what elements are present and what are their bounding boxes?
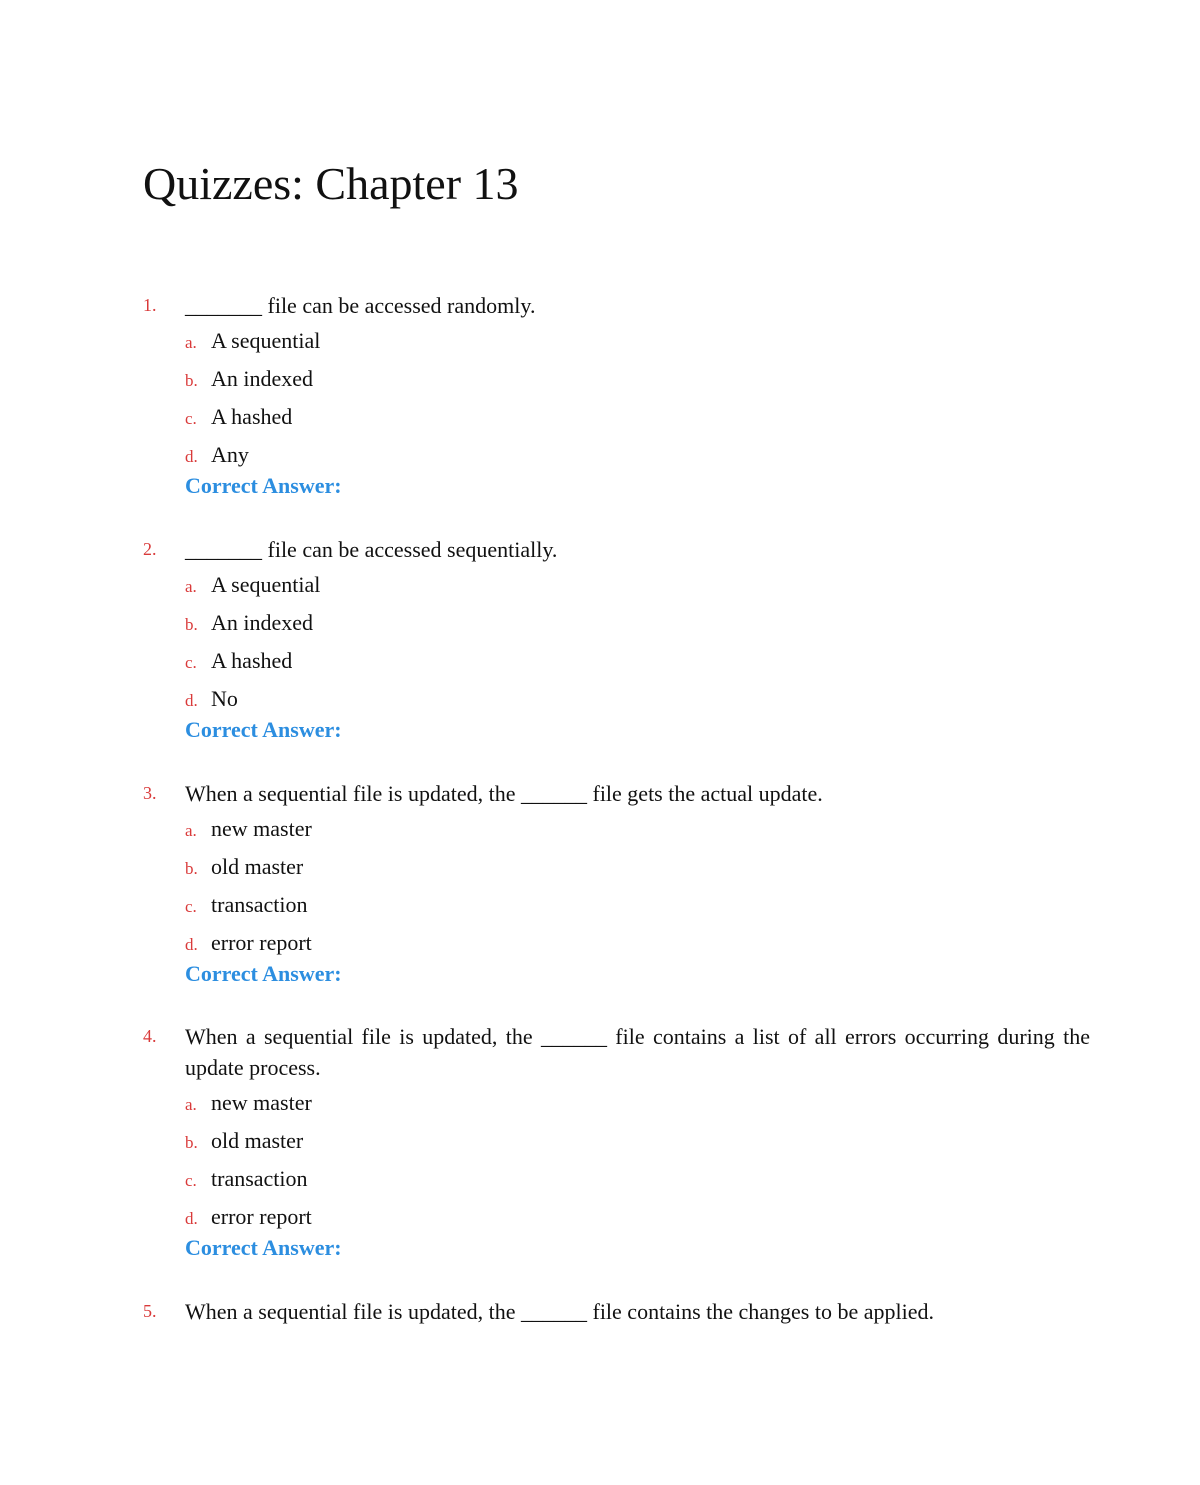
- option-letter: d.: [185, 1209, 198, 1228]
- option-text: transaction: [211, 1166, 308, 1191]
- option-letter: c.: [185, 1171, 197, 1190]
- option-letter: d.: [185, 935, 198, 954]
- question-prompt: [143, 290, 1090, 321]
- option-text: old master: [211, 1128, 304, 1153]
- question-text: _______ file can be accessed randomly.: [185, 293, 536, 318]
- page-title: Quizzes: Chapter 13: [143, 158, 519, 209]
- option-text: new master: [211, 816, 312, 841]
- question-text: _______ file can be accessed sequentially.: [185, 537, 558, 562]
- option-letter: b.: [185, 859, 198, 878]
- question-5: [143, 1296, 1090, 1327]
- correct-answer-label: Correct Answer:: [185, 961, 342, 986]
- question-4: [143, 1021, 1090, 1263]
- option-list: [185, 811, 1090, 963]
- option-text: error report: [211, 1204, 312, 1229]
- option-text: A sequential: [211, 328, 321, 353]
- option-text: old master: [211, 854, 304, 879]
- question-3: [143, 778, 1090, 989]
- option-text: Any: [211, 442, 249, 467]
- option-letter: a.: [185, 577, 197, 596]
- option-item: [185, 1123, 1090, 1161]
- option-item: [185, 643, 1090, 681]
- question-text: When a sequential file is updated, the ______ file contains the changes to be applied.: [185, 1299, 934, 1324]
- option-item: [185, 1085, 1090, 1123]
- option-list: [185, 567, 1090, 719]
- option-list: [185, 1085, 1090, 1237]
- option-item: [185, 1161, 1090, 1199]
- question-text: When a sequential file is updated, the ______ file gets the actual update.: [185, 781, 823, 806]
- option-letter: d.: [185, 447, 198, 466]
- option-text: new master: [211, 1090, 312, 1115]
- question-prompt: [143, 1021, 1090, 1083]
- option-list: [185, 323, 1090, 475]
- option-item: [185, 849, 1090, 887]
- option-letter: a.: [185, 333, 197, 352]
- option-text: A sequential: [211, 572, 321, 597]
- option-text: An indexed: [211, 610, 314, 635]
- question-number: 5.: [143, 1301, 157, 1321]
- option-item: [185, 399, 1090, 437]
- question-number: 1.: [143, 295, 157, 315]
- option-item: [185, 887, 1090, 925]
- question-prompt: [143, 1296, 1090, 1327]
- option-item: [185, 361, 1090, 399]
- option-text: error report: [211, 930, 312, 955]
- option-item: [185, 925, 1090, 963]
- correct-answer-label: Correct Answer:: [185, 473, 342, 498]
- question-text: When a sequential file is updated, the ______ file contains a list of all errors occurring during the update process.: [185, 1024, 1090, 1080]
- option-text: An indexed: [211, 366, 314, 391]
- option-letter: d.: [185, 691, 198, 710]
- option-item: [185, 681, 1090, 719]
- question-prompt: [143, 534, 1090, 565]
- option-item: [185, 1199, 1090, 1237]
- question-prompt: [143, 778, 1090, 809]
- correct-answer-label: Correct Answer:: [185, 717, 342, 742]
- option-text: transaction: [211, 892, 308, 917]
- option-letter: c.: [185, 897, 197, 916]
- option-letter: c.: [185, 653, 197, 672]
- question-1: [143, 290, 1090, 501]
- option-letter: b.: [185, 615, 198, 634]
- question-2: [143, 534, 1090, 745]
- question-number: 2.: [143, 539, 157, 559]
- question-number: 3.: [143, 783, 157, 803]
- option-item: [185, 567, 1090, 605]
- option-text: A hashed: [211, 404, 293, 429]
- option-item: [185, 323, 1090, 361]
- option-letter: b.: [185, 1133, 198, 1152]
- option-letter: b.: [185, 371, 198, 390]
- option-letter: c.: [185, 409, 197, 428]
- option-letter: a.: [185, 1095, 197, 1114]
- option-letter: a.: [185, 821, 197, 840]
- correct-answer-label: Correct Answer:: [185, 1235, 342, 1260]
- option-item: [185, 605, 1090, 643]
- option-item: [185, 437, 1090, 475]
- option-text: A hashed: [211, 648, 293, 673]
- option-text: No: [211, 686, 238, 711]
- option-item: [185, 811, 1090, 849]
- question-number: 4.: [143, 1026, 157, 1046]
